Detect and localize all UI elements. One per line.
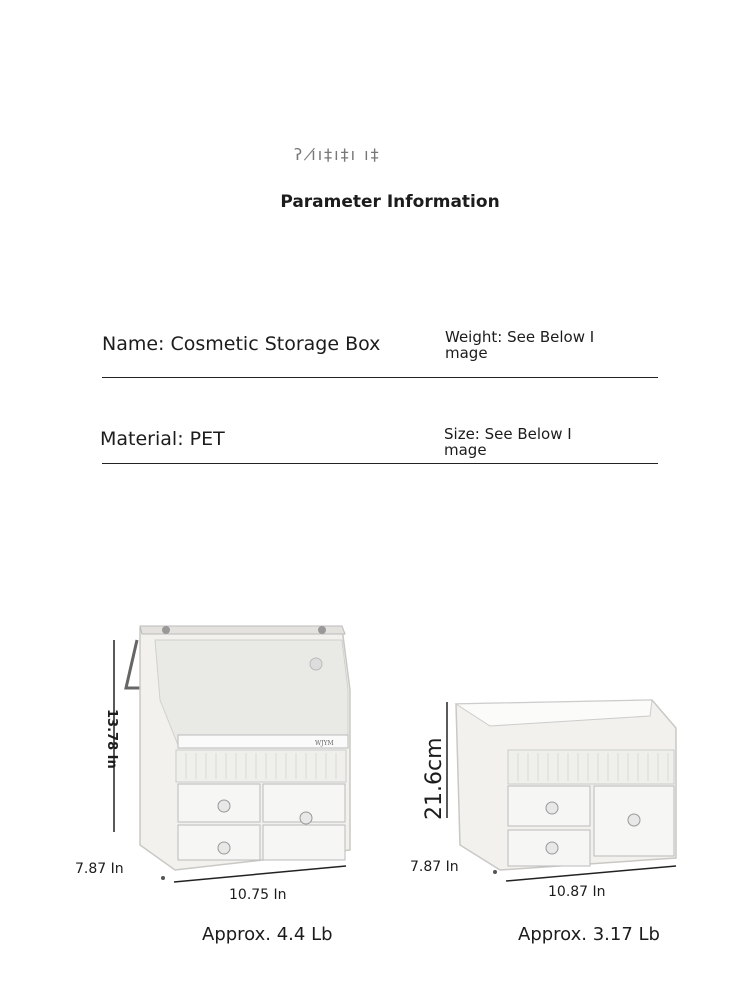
left-width-label: 10.75 In <box>229 887 287 903</box>
param-weight-line2: mage <box>445 344 488 362</box>
right-depth-label: 7.87 In <box>410 859 459 875</box>
right-product-image <box>447 700 676 881</box>
left-height-label: 13.78 In <box>104 709 119 769</box>
right-height-label: 21.6cm <box>422 737 447 820</box>
param-material: Material: PET <box>100 428 225 450</box>
brand-logo-text: WJYM <box>315 740 334 747</box>
left-depth-label: 7.87 In <box>75 861 124 877</box>
decorative-scribble: ʔ ı̸ı‡ı‡ı ı‡ <box>294 145 381 164</box>
page-title: Parameter Information <box>280 192 500 212</box>
param-size-line2: mage <box>444 441 487 459</box>
right-width-label: 10.87 In <box>548 884 606 900</box>
param-size-line1: Size: See Below I <box>444 425 572 443</box>
left-weight-label: Approx. 4.4 Lb <box>202 924 333 945</box>
param-name: Name: Cosmetic Storage Box <box>102 333 381 355</box>
param-weight-line1: Weight: See Below I <box>445 328 595 346</box>
right-weight-label: Approx. 3.17 Lb <box>518 924 660 945</box>
left-product-image <box>114 626 350 882</box>
